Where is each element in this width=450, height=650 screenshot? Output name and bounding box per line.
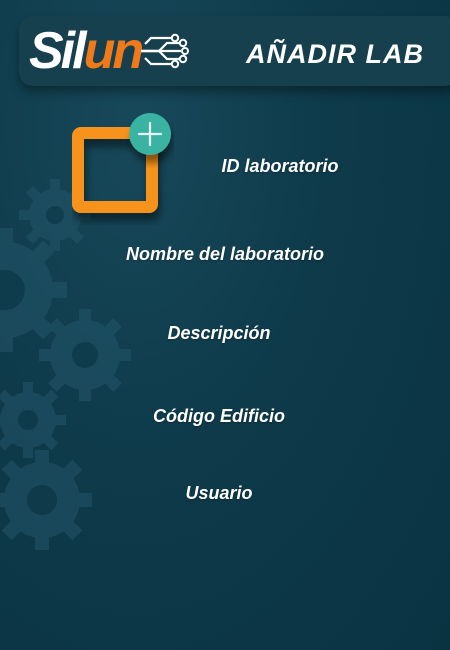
add-lab-button[interactable] [72, 113, 174, 225]
logo-text-sil: Sil [29, 22, 84, 80]
silun-logo [29, 22, 189, 80]
gear-icon [0, 382, 66, 458]
field-label-building: Código Edificio [153, 406, 285, 426]
page-title: AÑADIR LAB [246, 39, 424, 69]
header-bar [19, 16, 450, 86]
plus-icon [129, 113, 171, 155]
gear-icon [0, 228, 67, 352]
field-label-id: ID laboratorio [221, 156, 339, 176]
field-label-name: Nombre del laboratorio [125, 244, 325, 264]
gear-icon [0, 450, 92, 550]
gear-icon [39, 309, 131, 401]
circuit-icon [141, 30, 189, 72]
logo-text-un: un [83, 22, 142, 80]
field-label-description: Descripción [167, 323, 271, 343]
field-label-user: Usuario [185, 483, 253, 503]
